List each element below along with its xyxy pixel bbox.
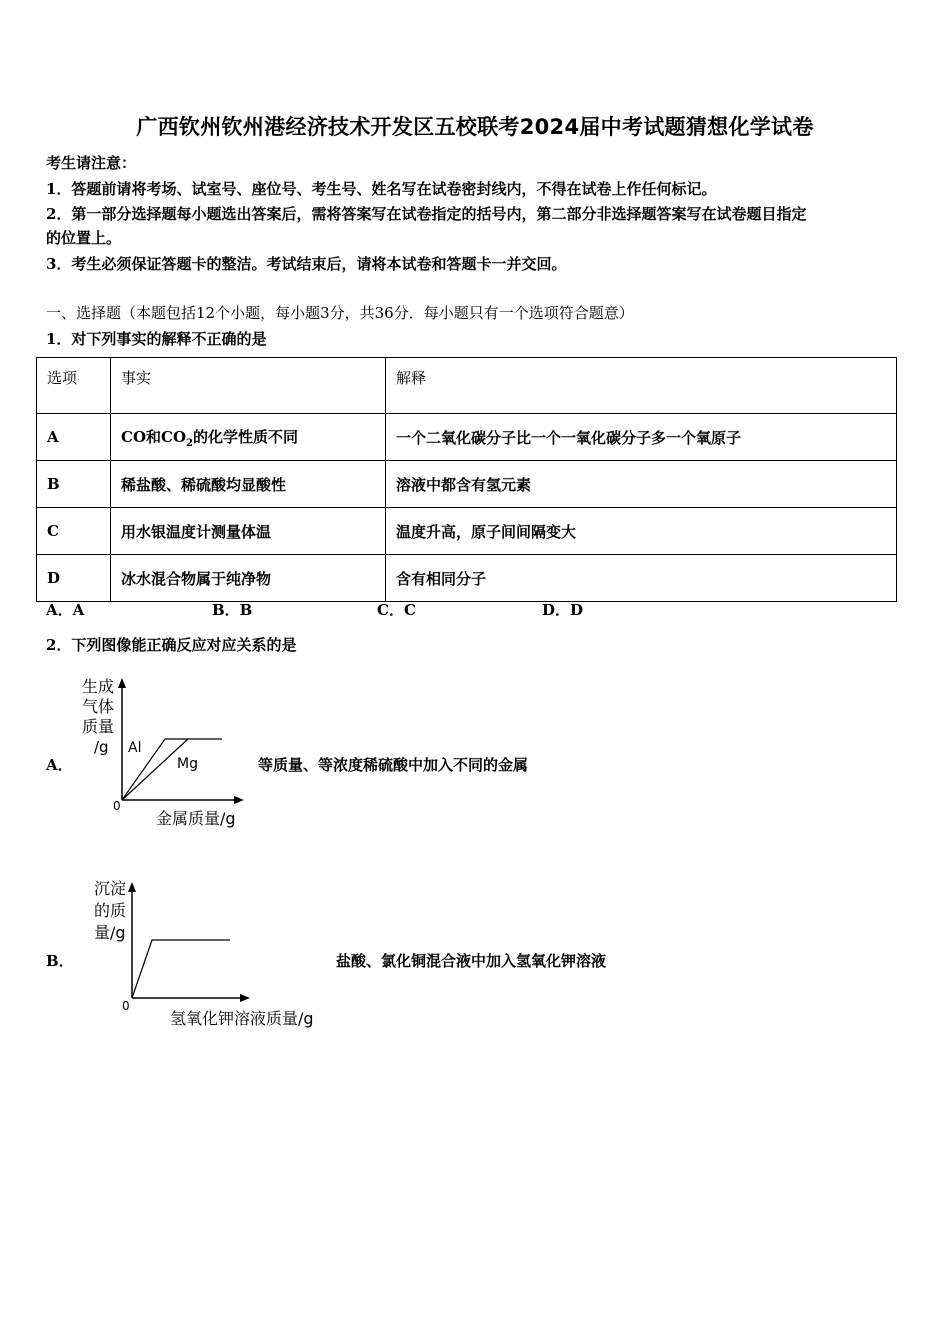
option-b-graph xyxy=(90,872,340,1032)
x-axis-arrow xyxy=(240,994,250,1002)
option-a-graph xyxy=(76,672,256,832)
row-option: A xyxy=(37,414,111,461)
notice-item-1: 1．答题前请将考场、试室号、座位号、考生号、姓名写在试卷密封线内，不得在试卷上作任何标记。 xyxy=(46,180,717,198)
choice-d[interactable]: D．D xyxy=(542,601,584,619)
row-reason: 溶液中都含有氢元素 xyxy=(386,461,897,508)
y-axis-arrow xyxy=(118,678,126,688)
origin-label: 0 xyxy=(113,799,121,813)
y-axis-label-line-3: 质量 xyxy=(82,717,115,736)
notice-item-2-line-1: 2．第一部分选择题每小题选出答案后，需将答案写在试卷指定的括号内，第二部分非选择题答案写在试卷题目指定 xyxy=(46,205,807,223)
section-heading: 一、选择题（本题包括12个小题，每小题3分，共36分．每小题只有一个选项符合题意） xyxy=(46,304,634,322)
choice-b[interactable]: B．B xyxy=(212,601,253,619)
exam-title: 广西钦州钦州港经济技术开发区五校联考2024届中考试题猜想化学试卷 xyxy=(136,115,814,139)
header-option: 选项 xyxy=(37,358,111,414)
notice-heading: 考生请注意： xyxy=(46,154,137,172)
y-axis-label-line-4: /g xyxy=(94,738,109,756)
y-axis-label-line-2: 的质 xyxy=(94,901,127,920)
origin-label: 0 xyxy=(122,999,130,1013)
al-curve-label: Al xyxy=(128,740,142,756)
y-axis-label-line-3: 量/g xyxy=(94,923,126,942)
choice-c[interactable]: C．C xyxy=(377,601,416,619)
option-a-label[interactable]: A． xyxy=(46,756,73,774)
y-axis-label-line-1: 沉淀 xyxy=(94,879,127,898)
option-a-description: 等质量、等浓度稀硫酸中加入不同的金属 xyxy=(258,756,529,774)
row-option: D xyxy=(37,555,111,602)
row-fact: CO和$CO_2$的化学性质不同 xyxy=(111,414,386,461)
table-row xyxy=(37,508,897,555)
x-axis-label: 氢氧化钾溶液质量/g xyxy=(170,1009,314,1028)
choice-a[interactable]: A．A xyxy=(46,601,85,619)
x-axis-label: 金属质量/g xyxy=(156,809,236,828)
option-b-description: 盐酸、氯化铜混合液中加入氢氧化钾溶液 xyxy=(336,952,607,970)
table-row xyxy=(37,414,897,461)
row-reason: 含有相同分子 xyxy=(386,555,897,602)
row-reason: 温度升高，原子间间隔变大 xyxy=(386,508,897,555)
row-option: C xyxy=(37,508,111,555)
row-fact: 稀盐酸、稀硫酸均显酸性 xyxy=(111,461,386,508)
question-2-stem: 2．下列图像能正确反应对应关系的是 xyxy=(46,636,297,654)
row-reason: 一个二氧化碳分子比一个一氧化碳分子多一个氧原子 xyxy=(386,414,897,461)
question-1-table xyxy=(36,357,897,602)
row-option: B xyxy=(37,461,111,508)
table-header-row xyxy=(37,358,897,414)
y-axis-arrow xyxy=(128,882,136,892)
mg-curve-label: Mg xyxy=(177,756,198,772)
notice-item-2-line-2: 的位置上。 xyxy=(46,229,122,247)
row-fact: 冰水混合物属于纯净物 xyxy=(111,555,386,602)
notice-item-3: 3．考生必须保证答题卡的整洁。考试结束后，请将本试卷和答题卡一并交回。 xyxy=(46,255,567,273)
question-1-stem: 1．对下列事实的解释不正确的是 xyxy=(46,330,267,348)
y-axis-label-line-1: 生成 xyxy=(82,677,115,696)
table-row xyxy=(37,461,897,508)
option-b-label[interactable]: B． xyxy=(46,952,74,970)
row-fact: 用水银温度计测量体温 xyxy=(111,508,386,555)
y-axis-label-line-2: 气体 xyxy=(82,697,115,716)
x-axis-arrow xyxy=(234,796,244,804)
precipitate-curve xyxy=(132,940,230,998)
header-fact: 事实 xyxy=(111,358,386,414)
header-reason: 解释 xyxy=(386,358,897,414)
table-row xyxy=(37,555,897,602)
